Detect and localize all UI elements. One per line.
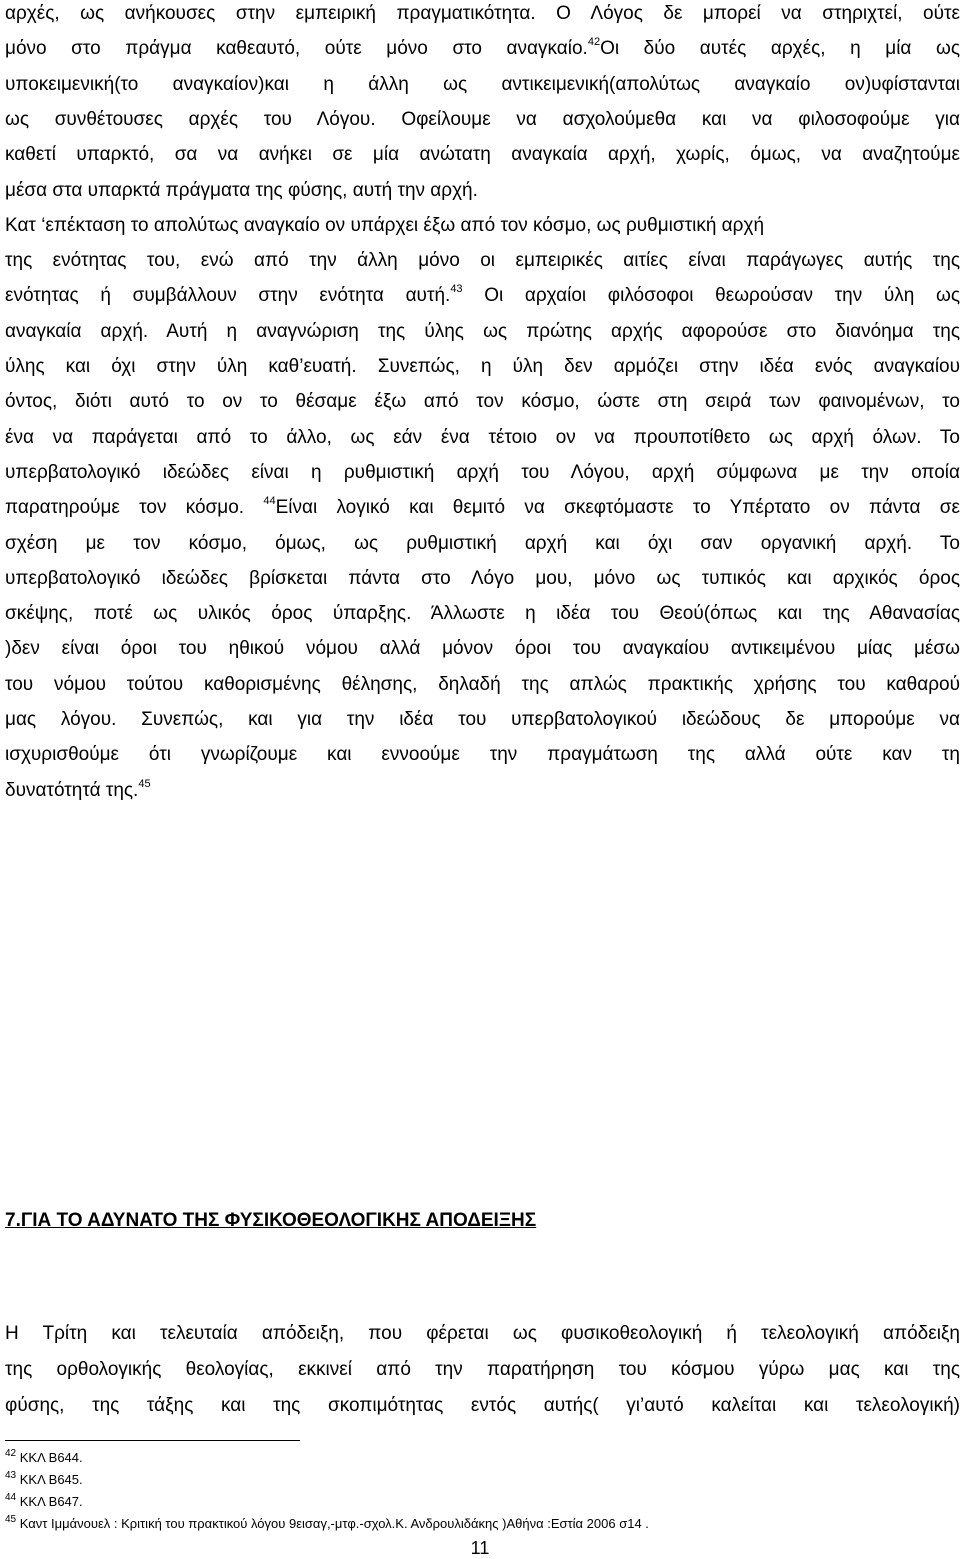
footnote — [5, 1494, 83, 1510]
footnote — [5, 1450, 83, 1466]
footnote-text: ΚΚΛ Β644. — [16, 1450, 83, 1465]
body-line — [5, 179, 960, 203]
body-line — [5, 708, 960, 732]
text-run: φύσης, της τάξης και της σκοπιμότητας εντός αυτής( γι’αυτό καλείται και τελεολογική) — [5, 1395, 960, 1416]
text-run: σκέψης, ποτέ ως υλικός όρος ύπαρξης. Άλλωστε η ιδέα του Θεού(όπως και της Αθανασίας — [5, 603, 960, 625]
page-number: 11 — [470, 1538, 490, 1558]
body-line — [5, 355, 960, 379]
text-run: ένα να παράγεται από το άλλο, ως εάν ένα τέτοιο ον να προυποτίθετο ως αρχή όλων. Το — [5, 426, 960, 448]
footnote-number: 45 — [5, 1514, 17, 1525]
footnote-number: 42 — [5, 1448, 17, 1459]
text-run: όντος, διότι αυτό το ον το θέσαμε έξω από τον κόσμο, ώστε στη σειρά των φαινομένων, το — [5, 391, 960, 413]
footnote-ref: 44 — [263, 495, 276, 508]
text-run: της ενότητας του, ενώ από την άλλη μόνο οι εμπειρικές αιτίες είναι παράγωγες αυτής της — [5, 250, 960, 272]
body-line — [5, 532, 960, 556]
body-line — [5, 743, 960, 767]
text-run: ενότητας ή συμβάλλουν στην ενότητα αυτή. — [5, 285, 451, 307]
footnote — [5, 1516, 649, 1532]
footnote-text: ΚΚΛ Β647. — [16, 1494, 83, 1509]
footnote-text: Καντ Ιμμάνουελ : Κριτική του πρακτικού λόγου 9εισαγ,-μτφ.-σχολ.Κ. Ανδρουλιδάκης )Αθήνα :Εστία 2006 σ14 . — [16, 1516, 649, 1531]
footnote-number: 43 — [5, 1470, 17, 1481]
text-run: Είναι λογικό και θεμιτό να σκεφτόμαστε το Υπέρτατο ον πάντα σε — [275, 497, 960, 519]
footnote-number: 44 — [5, 1492, 17, 1503]
body-line — [5, 249, 960, 273]
text-run: αναγκαία αρχή. Αυτή η αναγνώριση της ύλης ως πρώτης αρχής αφορούσε στο διανόημα της — [5, 320, 960, 342]
footnote-ref: 45 — [138, 777, 151, 790]
body-line — [5, 73, 960, 97]
text-run: μέσα στα υπαρκτά πράγματα της φύσης, αυτή την αρχή. — [5, 179, 478, 201]
text-run: υπερβατολογικό ιδεώδες είναι η ρυθμιστική αρχή του Λόγου, αρχή σύμφωνα με την οποία — [5, 461, 960, 483]
text-run: ύλης και όχι στην ύλη καθ’ευατή. Συνεπώς, η ύλη δεν αρμόζει στην ιδέα ενός αναγκαίου — [5, 356, 960, 377]
text-run: ισχυρισθούμε ότι γνωρίζουμε και εννοούμε την πραγμάτωση της αλλά ούτε καν τη — [5, 744, 960, 766]
text-run: Οι αρχαίοι φιλόσοφοι θεωρούσαν την ύλη ως — [462, 285, 960, 307]
text-run: υπερβατολογικό ιδεώδες βρίσκεται πάντα στο Λόγο μου, μόνο ως τυπικός και αρχικός όρος — [5, 567, 960, 589]
footnote-ref: 43 — [450, 283, 463, 296]
text-run: της ορθολογικής θεολογίας, εκκινεί από την παρατήρηση του κόσμου γύρω μας και της — [5, 1359, 960, 1380]
section-line — [5, 1394, 960, 1418]
text-run: Η Τρίτη και τελευταία απόδειξη, που φέρεται ως φυσικοθεολογική ή τελεολογική απόδειξη — [5, 1323, 960, 1344]
body-line — [5, 108, 960, 132]
text-run: μας λόγου. Συνεπώς, και για την ιδέα του υπερβατολογικού ιδεώδους δε μπορούμε να — [5, 709, 960, 730]
text-run: καθετί υπαρκτό, σα να ανήκει σε μία ανώτατη αναγκαία αρχή, χωρίς, όμως, να αναζητούμε — [5, 144, 960, 166]
text-run: δυνατότητά της. — [5, 779, 139, 801]
text-run: Κατ ‘επέκταση το απολύτως αναγκαίο ον υπάρχει έξω από τον κόσμο, ως ρυθμιστική αρχή — [5, 214, 765, 236]
footnote — [5, 1472, 83, 1488]
body-line — [5, 37, 960, 61]
body-line — [5, 2, 960, 26]
body-line — [5, 426, 960, 450]
body-line — [5, 461, 960, 485]
body-line — [5, 637, 960, 661]
body-line — [5, 320, 960, 344]
text-run: )δεν είναι όροι του ηθικού νόμου αλλά μόνον όροι του αναγκαίου αντικειμένου μίας μέσω — [5, 638, 960, 660]
footnote-text: ΚΚΛ Β645. — [16, 1472, 83, 1487]
body-line — [5, 779, 960, 803]
text-run: παρατηρούμε τον κόσμο. — [5, 497, 264, 519]
text-run: ως συνθέτουσες αρχές του Λόγου. Οφείλουμε να ασχολούμεθα και να φιλοσοφούμε για — [5, 108, 960, 130]
text-run: αρχές, ως ανήκουσες στην εμπειρική πραγματικότητα. Ο Λόγος δε μπορεί να στηριχτεί, ούτε — [5, 3, 960, 24]
text-run: του νόμου τούτου καθορισμένης θέλησης, δηλαδή της απλώς πρακτικής χρήσης του καθαρού — [5, 673, 960, 695]
body-line — [5, 673, 960, 697]
footnote-separator — [5, 1440, 300, 1441]
section-line — [5, 1322, 960, 1346]
body-line — [5, 143, 960, 167]
body-line — [5, 602, 960, 626]
body-line — [5, 496, 960, 520]
text-run: σχέση με τον κόσμο, όμως, ως ρυθμιστική αρχή και όχι σαν οργανική αρχή. Το — [5, 532, 960, 554]
body-line — [5, 567, 960, 591]
body-line — [5, 390, 960, 414]
section-line — [5, 1358, 960, 1382]
section-heading: 7.ΓΙΑ ΤΟ ΑΔΥΝΑΤΟ ΤΗΣ ΦΥΣΙΚΟΘΕΟΛΟΓΙΚΗΣ ΑΠΟΔΕΙΞΗΣ — [5, 1210, 537, 1231]
text-run: υποκειμενική(το αναγκαίον)και η άλλη ως αντικειμενική(απολύτως αναγκαίο ον)υφίστανται — [5, 73, 960, 95]
body-line — [5, 284, 960, 308]
text-run: μόνο στο πράγμα καθεαυτό, ούτε μόνο στο αναγκαίο. — [5, 38, 588, 60]
body-line — [5, 214, 960, 238]
footnote-ref: 42 — [587, 36, 601, 49]
text-run: Οι δύο αυτές αρχές, η μία ως — [600, 38, 960, 60]
